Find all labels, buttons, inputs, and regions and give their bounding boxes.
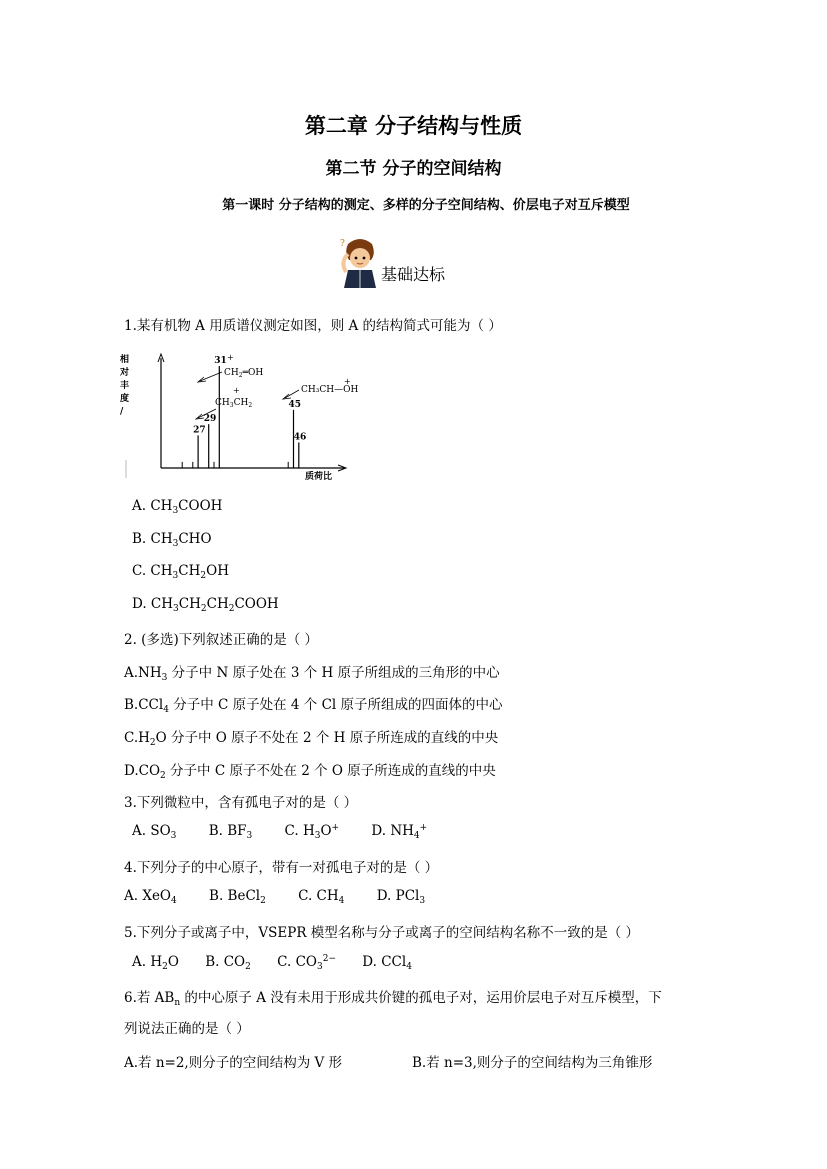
- q6-option-a: A.若 n=2,则分子的空间结构为 V 形: [124, 1055, 343, 1071]
- y-label-char: 相: [120, 355, 130, 365]
- q5-option-c: C. $CO_3^{2-}$: [277, 954, 336, 972]
- q4-option-c: C. $CH_4$: [298, 888, 345, 906]
- q4-option-a: A. XeO$_4$: [124, 888, 177, 906]
- peak-label-46: 46: [293, 432, 307, 443]
- q3-options: [132, 823, 455, 839]
- q4-options: [124, 888, 453, 904]
- q1-stem: 1.某有机物 A 用质谱仪测定如图，则 A 的结构简式可能为（ ）: [124, 318, 502, 334]
- x-axis-label: 质荷比: [305, 472, 333, 482]
- peak-label-31: 31: [214, 356, 227, 366]
- peak-label-45: 45: [288, 399, 302, 410]
- section-title: 第二节 分子的空间结构: [325, 159, 502, 179]
- q1-option-c: C. $CH_3CH_2OH$: [132, 563, 229, 581]
- annotation-charge: +: [344, 377, 351, 386]
- q6-stem-line2: 列说法正确的是（ ）: [124, 1021, 250, 1037]
- q1-option-b: B. $CH_3CHO$: [132, 531, 212, 549]
- annotation-ch3choh: [283, 377, 358, 399]
- y-label-char: 丰: [120, 381, 130, 391]
- q2-option-c: $C.H_2O$ 分子中 O 原子不处在 2 个 H 原子所连成的直线的中央: [124, 730, 499, 748]
- q3-option-a: A. $SO_3$: [132, 823, 177, 841]
- lesson-title: 第一课时 分子结构的测定、多样的分子空间结构、价层电子对互斥模型: [222, 198, 630, 213]
- y-label-char: /: [120, 407, 124, 417]
- q2-option-b: B.CCl$_4$ 分子中 C 原子处在 4 个 Cl 原子所组成的四面体的中心: [124, 697, 503, 715]
- q3-option-d: D. $NH_4^+$: [371, 823, 428, 841]
- q2-stem: 2. (多选)下列叙述正确的是（ ）: [124, 632, 318, 648]
- q4-option-b: B. BeCl$_2$: [209, 888, 266, 906]
- q3-stem: 3.下列微粒中，含有孤电子对的是（ ）: [124, 795, 358, 811]
- q4-option-d: D. PCl$_3$: [376, 888, 426, 906]
- q5-options: [132, 954, 440, 970]
- y-axis-label: [120, 353, 129, 417]
- q4-stem: 4.下列分子的中心原子，带有一对孤电子对的是（ ）: [124, 860, 439, 876]
- thinking-boy-icon: [338, 236, 384, 288]
- q5-option-a: A. $H_2O$: [132, 954, 179, 972]
- q2-option-a: $A.NH_3$ 分子中 N 原子处在 3 个 H 原子所组成的三角形的中心: [124, 665, 500, 683]
- q5-option-b: B. $CO_2$: [205, 954, 251, 972]
- q2-option-d: $D.CO_2$ 分子中 C 原子不处在 2 个 O 原子所连成的直线的中央: [124, 763, 496, 781]
- peak-label-29: 29: [203, 414, 217, 425]
- peak-label-27: 27: [193, 425, 206, 436]
- q3-option-b: B. $BF_3$: [208, 823, 253, 841]
- q5-stem: 5.下列分子或离子中，VSEPR 模型名称与分子或离子的空间结构名称不一致的是（ ）: [124, 925, 640, 941]
- y-label-char: 度: [120, 394, 130, 404]
- q5-option-d: D. CCl$_4$: [362, 954, 412, 972]
- annotation-charge: +: [227, 353, 234, 362]
- q6-stem: 6.若 $AB_n$ 的中心原子 A 没有未用于形成共价键的孤电子对，运用价层电子对互斥模型，下: [124, 990, 662, 1008]
- mass-spectrum-chart: [120, 350, 360, 482]
- annotation-text: $CH_3CH_2$: [215, 398, 253, 409]
- annotation-charge: +: [233, 386, 240, 395]
- annotation-text: CH₃CH—OH: [301, 385, 359, 395]
- q1-option-a: A. $CH_3COOH$: [132, 498, 223, 516]
- section-badge-label: 基础达标: [381, 265, 446, 284]
- svg-text:?: ?: [340, 239, 345, 249]
- q6-option-b: B.若 n=3,则分子的空间结构为三角锥形: [412, 1055, 653, 1071]
- annotation-text: $CH_2═OH$: [224, 368, 264, 379]
- q3-option-c: C. $H_3O^+$: [284, 823, 340, 841]
- y-label-char: 对: [120, 368, 130, 378]
- annotation-ch2oh: [198, 353, 263, 382]
- chapter-title: 第二章 分子结构与性质: [304, 114, 523, 138]
- q1-option-d: D. $CH_3CH_2CH_2COOH$: [132, 596, 279, 614]
